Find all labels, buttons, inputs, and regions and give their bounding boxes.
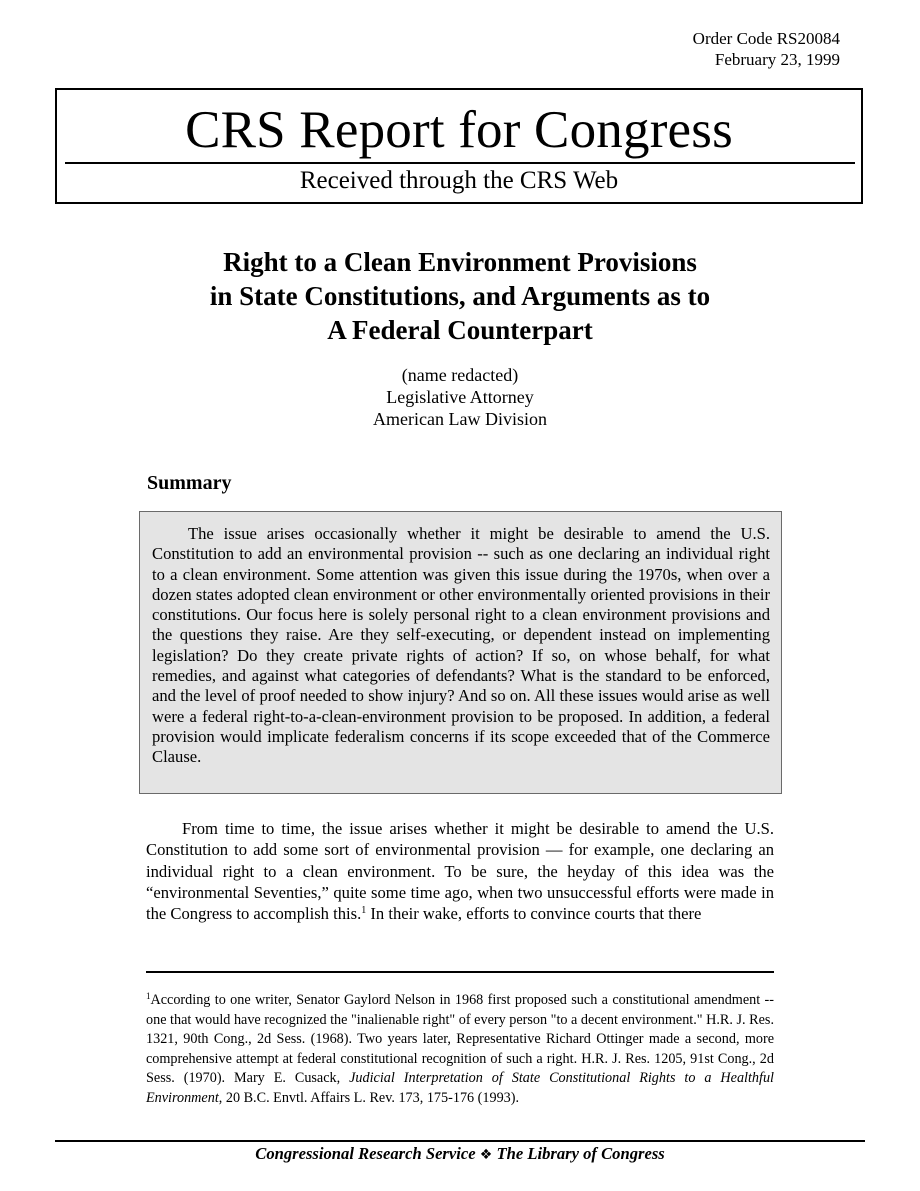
footnote-citation-title: Judicial Interpretation of State Constitutional Rights to a Healthful Environment xyxy=(146,1070,775,1106)
footnote-divider xyxy=(146,971,774,973)
author-name: (name redacted) xyxy=(401,365,519,385)
body-paragraph xyxy=(146,818,774,924)
author-division: American Law Division xyxy=(373,409,547,429)
title-line-3: A Federal Counterpart xyxy=(327,315,593,345)
report-banner xyxy=(55,88,863,204)
summary-heading: Summary xyxy=(147,472,232,494)
footnote xyxy=(146,991,774,1108)
footnote-text: According to one writer, Senator Gaylord Nelson in 1968 first proposed such a constitutional amendment -- one that would have recognized the "inalienable right" of every person "to a decent environment." H.R. J. Res. 1321, 90th Cong., 2d Sess. (1968). Two years later, Representative Richard Ottinger made a second, more comprehensive attempt at federal constitutional recognition of such a right. H.R. J. Res. 1205, 91st Cong., 2d Sess. (1970). Mary E. Cusack, xyxy=(146,992,774,1086)
report-date: February 23, 1999 xyxy=(714,50,840,69)
banner-divider xyxy=(65,162,855,164)
banner-subtitle: Received through the CRS Web xyxy=(299,167,619,194)
footnote-reference[interactable]: 1 xyxy=(361,905,367,917)
page-footer xyxy=(0,1144,920,1165)
footnote-marker: 1 xyxy=(146,991,151,1001)
diamond-separator-icon: ❖ xyxy=(479,1147,493,1163)
order-code: Order Code RS20084 xyxy=(692,29,840,48)
summary-text: The issue arises occasionally whether it might be desirable to amend the U.S. Constitution to add an environmental provision -- such as one declaring an individual right to a clean environment. Some attention was given this issue during the 1970s, when over a dozen states adopted clean environment or other environmentally oriented provisions in their constitutions. Our focus here is solely personal right to a clean environment provisions and the questions they raise. Are they self-executing, or dependent instead on implementing legislation? Do they create private rights of action? If so, on whose behalf, for what remedies, and against what categories of defendants? What is the standard to be enforced, and the level of proof needed to show injury? And so on. All these issues would arise as well were a federal right-to-a-clean-environment provision to be proposed. In addition, a federal provision would implicate federalism concerns if its scope exceeded that of the Commerce Clause. xyxy=(152,524,770,767)
footer-divider xyxy=(55,1140,865,1142)
title-line-2: in State Constitutions, and Arguments as to xyxy=(209,281,711,311)
banner-title: CRS Report for Congress xyxy=(185,101,733,159)
body-text-part-2: In their wake, efforts to convince courts that there xyxy=(366,904,702,924)
footer-crs: Congressional Research Service xyxy=(255,1144,476,1163)
author-block xyxy=(0,364,920,430)
footer-library: The Library of Congress xyxy=(496,1144,665,1163)
document-title xyxy=(0,245,920,347)
author-title: Legislative Attorney xyxy=(386,387,534,407)
summary-box xyxy=(139,511,782,794)
order-header xyxy=(693,28,840,70)
footnote-citation-tail: , 20 B.C. Envtl. Affairs L. Rev. 173, 175-176 (1993). xyxy=(218,1089,520,1106)
title-line-1: Right to a Clean Environment Provisions xyxy=(223,247,697,277)
body-text-part-1: From time to time, the issue arises whether it might be desirable to amend the U.S. Constitution to add some sort of environmental provision — for example, one declaring an individual right to a clean environment. To be sure, the heyday of this idea was the “environmental Seventies,” quite some time ago, when two unsuccessful efforts were made in the Congress to accomplish this. xyxy=(146,819,774,924)
